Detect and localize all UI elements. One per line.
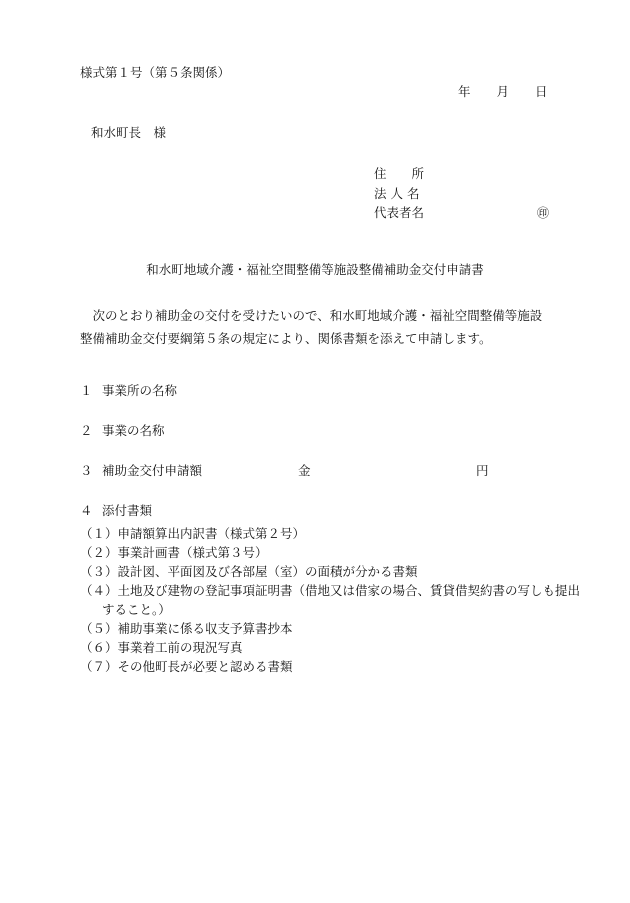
addressee: 和水町長 様 <box>91 125 167 140</box>
attachment-list <box>80 528 580 680</box>
item-number: １ <box>80 383 93 398</box>
year-label: 年 <box>458 84 471 99</box>
item-label: 補助金交付申請額 <box>102 463 203 478</box>
form-number: 様式第１号（第５条関係） <box>80 65 231 80</box>
attachment-item-continuation: すること。） <box>102 602 171 617</box>
attachment-item: （５）補助事業に係る収支予算書抄本 <box>80 621 293 636</box>
item-number: ３ <box>80 463 93 478</box>
item-facility-name <box>80 385 177 398</box>
body-text: 次のとおり補助金の交付を受けたいので、和水町地域介護・福祉空間整備等施設整備補助金交付要綱第５条の規定により、関係書類を添えて申請します。 <box>80 308 543 346</box>
amount-prefix: 金 <box>298 463 311 478</box>
attachment-item: （３）設計図、平面図及び各部屋（室）の面積が分かる書類 <box>80 564 418 579</box>
attachment-item: （６）事業着工前の現況写真 <box>80 640 243 655</box>
attachment-item: （７）その他町長が必要と認める書類 <box>80 659 293 674</box>
item-label: 添付書類 <box>102 503 153 518</box>
address-label: 住 所 <box>374 166 425 181</box>
representative-label: 代表者名 <box>374 205 425 220</box>
seal-mark: ㊞ <box>537 206 550 220</box>
month-label: 月 <box>496 84 510 99</box>
date-line <box>458 86 548 99</box>
day-label: 日 <box>535 84 548 99</box>
item-number: ２ <box>80 423 93 438</box>
item-attachments <box>80 505 152 518</box>
attachment-item: （１）申請額算出内訳書（様式第２号） <box>80 526 306 541</box>
attachment-item: （２）事業計画書（様式第３号） <box>80 545 268 560</box>
item-number: ４ <box>80 503 93 518</box>
item-application-amount <box>80 465 202 478</box>
item-label: 事業所の名称 <box>102 383 178 398</box>
item-project-name <box>80 425 165 438</box>
corporation-name-label: 法 人 名 <box>374 186 420 201</box>
amount-suffix: 円 <box>476 463 489 478</box>
document-title: 和水町地域介護・福祉空間整備等施設整備補助金交付申請書 <box>146 262 484 277</box>
item-label: 事業の名称 <box>102 423 165 438</box>
attachment-item: （４）土地及び建物の登記事項証明書（借地又は借家の場合、賃貸借契約書の写しも提出 <box>80 583 581 598</box>
